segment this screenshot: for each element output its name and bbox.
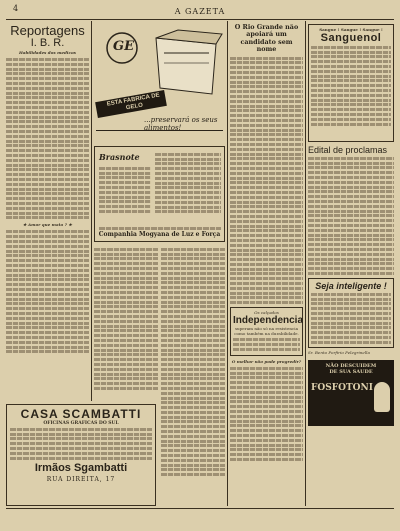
ad-title: Seja inteligente ! [315, 280, 387, 291]
ge-ad-lower [94, 146, 225, 242]
ad-title: Sanguenol [320, 32, 382, 45]
article-title: Reportagens [10, 24, 85, 38]
article-subtitle: I. B. R. [30, 37, 65, 49]
ad-title: Independencia [233, 315, 303, 327]
ad-text: superam não só na resistencia como também na durabilidade. [234, 326, 299, 337]
independencia-ad [230, 307, 303, 355]
column-sanguenol [308, 24, 394, 506]
column-rio-grande [230, 24, 303, 506]
article-title: O Rio Grande não apoiará um candidato sem nome [234, 24, 299, 54]
section-subhead: ★ Amor que mata ? ★ [22, 222, 73, 228]
sanguenol-ad [308, 24, 394, 142]
article-body [230, 57, 303, 305]
ad-text [311, 293, 391, 344]
column-reportagens [6, 24, 89, 400]
casa-sgambatti-ad [6, 404, 156, 506]
ad-kicker: Sangue ! Sangue ! Sangue ! [319, 27, 383, 32]
edital-title: Edital de proclamas [308, 145, 388, 155]
ad-line: NÃO DESCUIDEM [325, 362, 377, 369]
brand-logo: Brasnote [99, 152, 140, 162]
ad-spec [99, 165, 151, 215]
column-rule [227, 21, 228, 506]
masthead-rule [6, 19, 394, 20]
article-body-2 [230, 367, 303, 461]
page-bottom-rule [6, 508, 394, 509]
bottle-icon [374, 382, 390, 412]
ad-text [10, 428, 152, 460]
ad-banner: ESTA FABRICA DE GELO [106, 92, 161, 112]
fosfotoni-ad [308, 360, 394, 426]
ad-brand: FOSFOTONI [311, 382, 373, 393]
article-kicker: Habilidades dos medicos [19, 50, 76, 55]
column-mid-right [161, 246, 225, 506]
ad-copy [155, 151, 221, 215]
seja-inteligente-ad [308, 278, 394, 349]
ad-address: RUA DIREITA, 17 [46, 475, 116, 483]
ge-refrigerator-ad [94, 22, 225, 144]
article-body [6, 58, 89, 219]
page-number: 4 [13, 4, 20, 13]
ge-logo: GE [113, 39, 135, 54]
section-subhead: O melhor não pode progredir? [231, 358, 302, 364]
article-body-2 [6, 230, 89, 353]
ad-text [311, 46, 391, 126]
ad-title: CASA SCAMBATTI [20, 407, 142, 421]
column-mid-left [94, 246, 158, 402]
ad-line: DE SUA SAUDE [329, 368, 373, 375]
company-name: Companhia Mogyana de Luz e Força [98, 231, 221, 238]
signature: Sr. Bento Porfirio Pelegrinella [308, 350, 370, 356]
masthead-title: A GAZETA [174, 7, 226, 16]
column-rule [91, 21, 92, 401]
ad-brand: Irmãos Sgambatti [34, 461, 128, 474]
edital-body [308, 157, 394, 275]
ad-label: Os calçados [254, 310, 279, 316]
ad-tagline: ...preservará os seus alimentos! [144, 116, 218, 132]
ad-subtitle: OFICINAS GRAFICAS DO SUL [43, 421, 119, 426]
column-rule [305, 21, 306, 506]
